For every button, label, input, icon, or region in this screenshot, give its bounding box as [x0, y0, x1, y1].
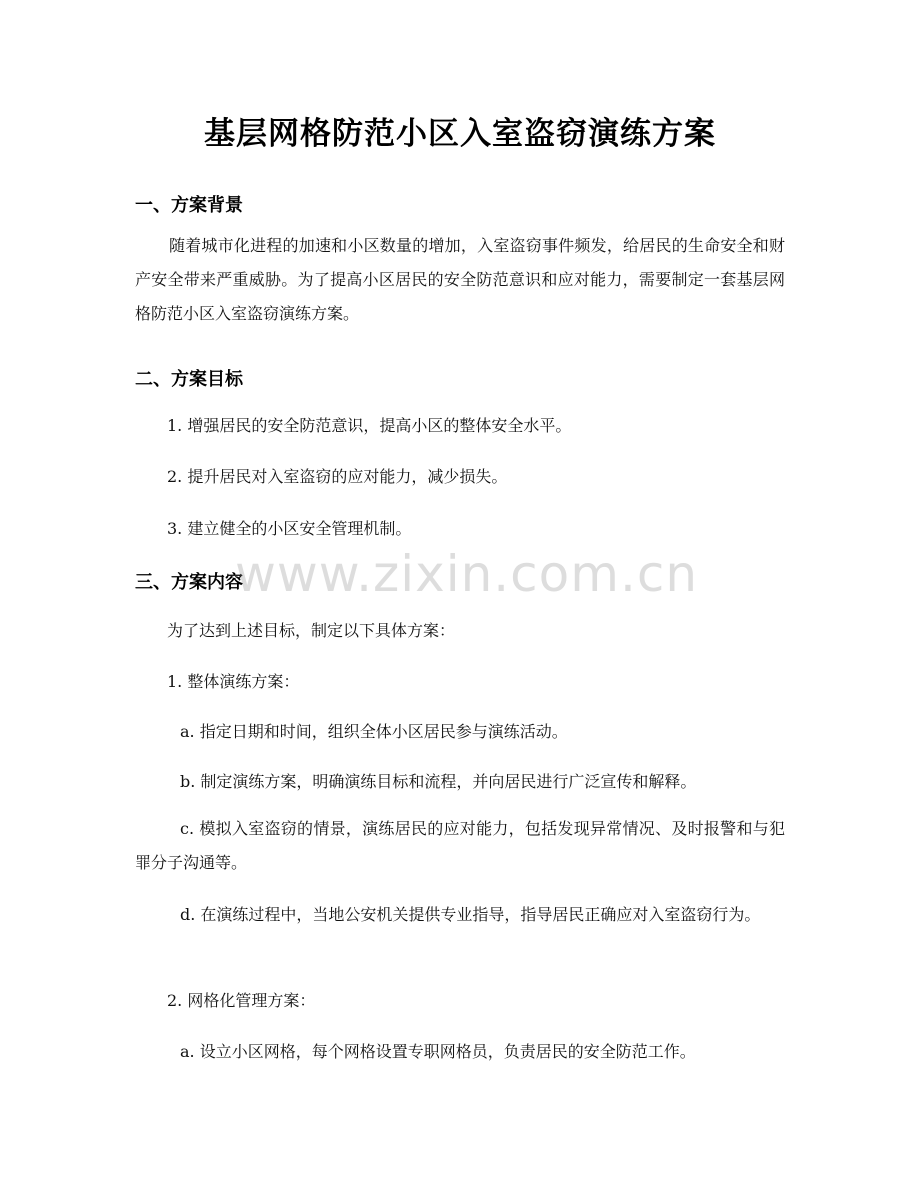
plan2-title: 2. 网格化管理方案： — [167, 991, 316, 1010]
watermark-text: www.zixin.com.cn — [235, 545, 699, 603]
content-intro: 为了达到上述目标，制定以下具体方案： — [167, 621, 456, 640]
section-heading-goals: 二、方案目标 — [135, 369, 243, 390]
plan1-item-d: d. 在演练过程中，当地公安机关提供专业指导，指导居民正确应对入室盗窃行为。 — [180, 905, 761, 924]
plan1-item-c: c. 模拟入室盗窃的情景，演练居民的应对能力，包括发现异常情况、及时报警和与犯罪分子沟通等。 — [135, 819, 785, 872]
background-paragraph: 随着城市化进程的加速和小区数量的增加，入室盗窃事件频发，给居民的生命安全和财产安全带来严重威胁。为了提高小区居民的安全防范意识和应对能力，需要制定一套基层网格防范小区入室盗窃演练方案。 — [135, 236, 785, 323]
goal-item-2: 2. 提升居民对入室盗窃的应对能力，减少损失。 — [167, 467, 508, 486]
plan1-title: 1. 整体演练方案： — [167, 672, 300, 691]
plan1-item-b: b. 制定演练方案，明确演练目标和流程，并向居民进行广泛宣传和解释。 — [180, 772, 697, 791]
plan2-item-a: a. 设立小区网格，每个网格设置专职网格员，负责居民的安全防范工作。 — [180, 1042, 696, 1061]
section-heading-content: 三、方案内容 — [135, 572, 243, 593]
goal-item-1: 1. 增强居民的安全防范意识，提高小区的整体安全水平。 — [167, 416, 572, 435]
goal-item-3: 3. 建立健全的小区安全管理机制。 — [167, 519, 412, 538]
document-title: 基层网格防范小区入室盗窃演练方案 — [204, 116, 716, 152]
plan1-item-a: a. 指定日期和时间，组织全体小区居民参与演练活动。 — [180, 722, 568, 741]
section-heading-background: 一、方案背景 — [135, 195, 243, 216]
